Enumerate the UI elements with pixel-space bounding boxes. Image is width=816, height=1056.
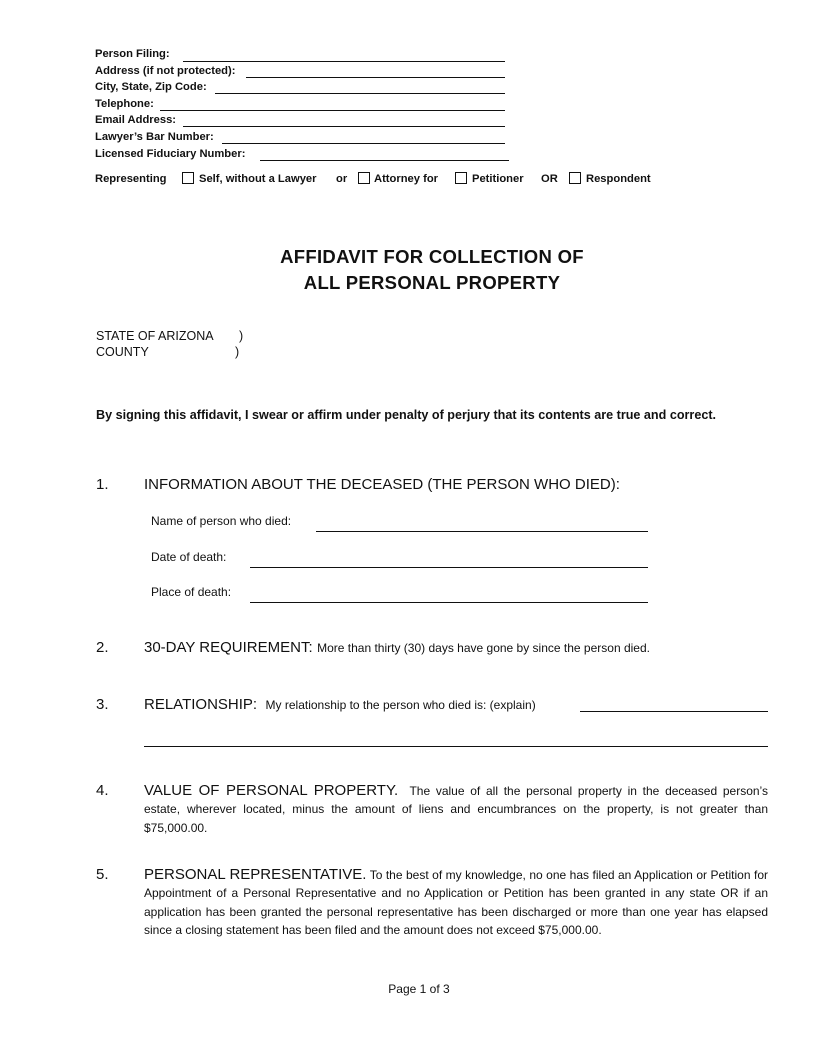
relationship-field-line2[interactable] (144, 746, 768, 747)
section-2-heading: 30-DAY REQUIREMENT: (144, 639, 313, 656)
venue-county: COUNTY (96, 345, 149, 359)
section-4-heading: VALUE OF PERSONAL PROPERTY. (144, 782, 399, 799)
representing-label: Representing (95, 173, 167, 185)
document-title-line1: AFFIDAVIT FOR COLLECTION OF (280, 246, 584, 267)
address-field[interactable] (246, 77, 505, 78)
section-5-content (144, 866, 768, 939)
email-field[interactable] (183, 126, 505, 127)
section-4-content (144, 782, 768, 837)
place-of-death-label: Place of death: (151, 585, 232, 599)
attorney-label: Attorney for (374, 173, 439, 185)
place-of-death-field[interactable] (250, 602, 648, 603)
name-of-deceased-label: Name of person who died: (151, 514, 292, 528)
venue-state-paren: ) (239, 329, 244, 343)
venue-county-paren: ) (235, 345, 240, 359)
section-5-text: To the best of my knowledge, no one has filed an Application or Petition for Appointment of a Personal Representative and no Application or Petition has been granted in any state OR if an application has been granted the personal representative has been discharged or more than one year has elapsed since a closing statement has been filed and the amount does not exceed $75,000.00. (144, 868, 768, 937)
date-of-death-label: Date of death: (151, 550, 227, 564)
date-of-death-field[interactable] (250, 567, 648, 568)
petitioner-checkbox[interactable] (455, 172, 467, 184)
section-3-heading: RELATIONSHIP: (144, 696, 258, 713)
section-1-heading: INFORMATION ABOUT THE DECEASED (THE PERSON WHO DIED): (144, 476, 620, 493)
fiduciary-number-label: Licensed Fiduciary Number: (95, 148, 246, 160)
attorney-checkbox[interactable] (358, 172, 370, 184)
self-checkbox[interactable] (182, 172, 194, 184)
email-label: Email Address: (95, 114, 177, 126)
bar-number-field[interactable] (222, 143, 505, 144)
bar-number-label: Lawyer’s Bar Number: (95, 131, 214, 143)
or-label: or (336, 173, 348, 185)
respondent-label: Respondent (586, 173, 651, 185)
relationship-field-line1[interactable] (580, 711, 768, 712)
oath-statement: By signing this affidavit, I swear or affirm under penalty of perjury that its contents are true and correct. (96, 408, 717, 422)
section-5-heading: PERSONAL REPRESENTATIVE. (144, 866, 367, 883)
person-filing-field[interactable] (183, 61, 505, 62)
telephone-field[interactable] (160, 110, 505, 111)
respondent-checkbox[interactable] (569, 172, 581, 184)
section-4-number: 4. (96, 782, 109, 799)
section-5-number: 5. (96, 866, 109, 883)
person-filing-label: Person Filing: (95, 48, 170, 60)
page-number: Page 1 of 3 (388, 982, 450, 996)
section-2-content (144, 639, 650, 657)
section-3-content (144, 696, 536, 714)
self-label: Self, without a Lawyer (199, 173, 317, 185)
venue-state: STATE OF ARIZONA (96, 329, 214, 343)
petitioner-label: Petitioner (472, 173, 524, 185)
telephone-label: Telephone: (95, 98, 154, 110)
document-title-line2: ALL PERSONAL PROPERTY (303, 272, 561, 293)
or-label-2: OR (541, 173, 558, 185)
address-label: Address (if not protected): (95, 65, 236, 77)
section-1-number: 1. (96, 476, 109, 493)
fiduciary-number-field[interactable] (260, 160, 509, 161)
section-2-text: More than thirty (30) days have gone by since the person died. (317, 641, 650, 655)
city-state-zip-label: City, State, Zip Code: (95, 81, 207, 93)
city-state-zip-field[interactable] (215, 93, 505, 94)
name-of-deceased-field[interactable] (316, 531, 648, 532)
section-3-number: 3. (96, 696, 109, 713)
section-2-number: 2. (96, 639, 109, 656)
section-3-text: My relationship to the person who died is: (explain) (265, 698, 536, 712)
section-4-text: The value of all the personal property in the deceased person’s estate, wherever located, minus the amount of liens and encumbrances on the property, is not greater than $75,000.00. (144, 784, 768, 835)
